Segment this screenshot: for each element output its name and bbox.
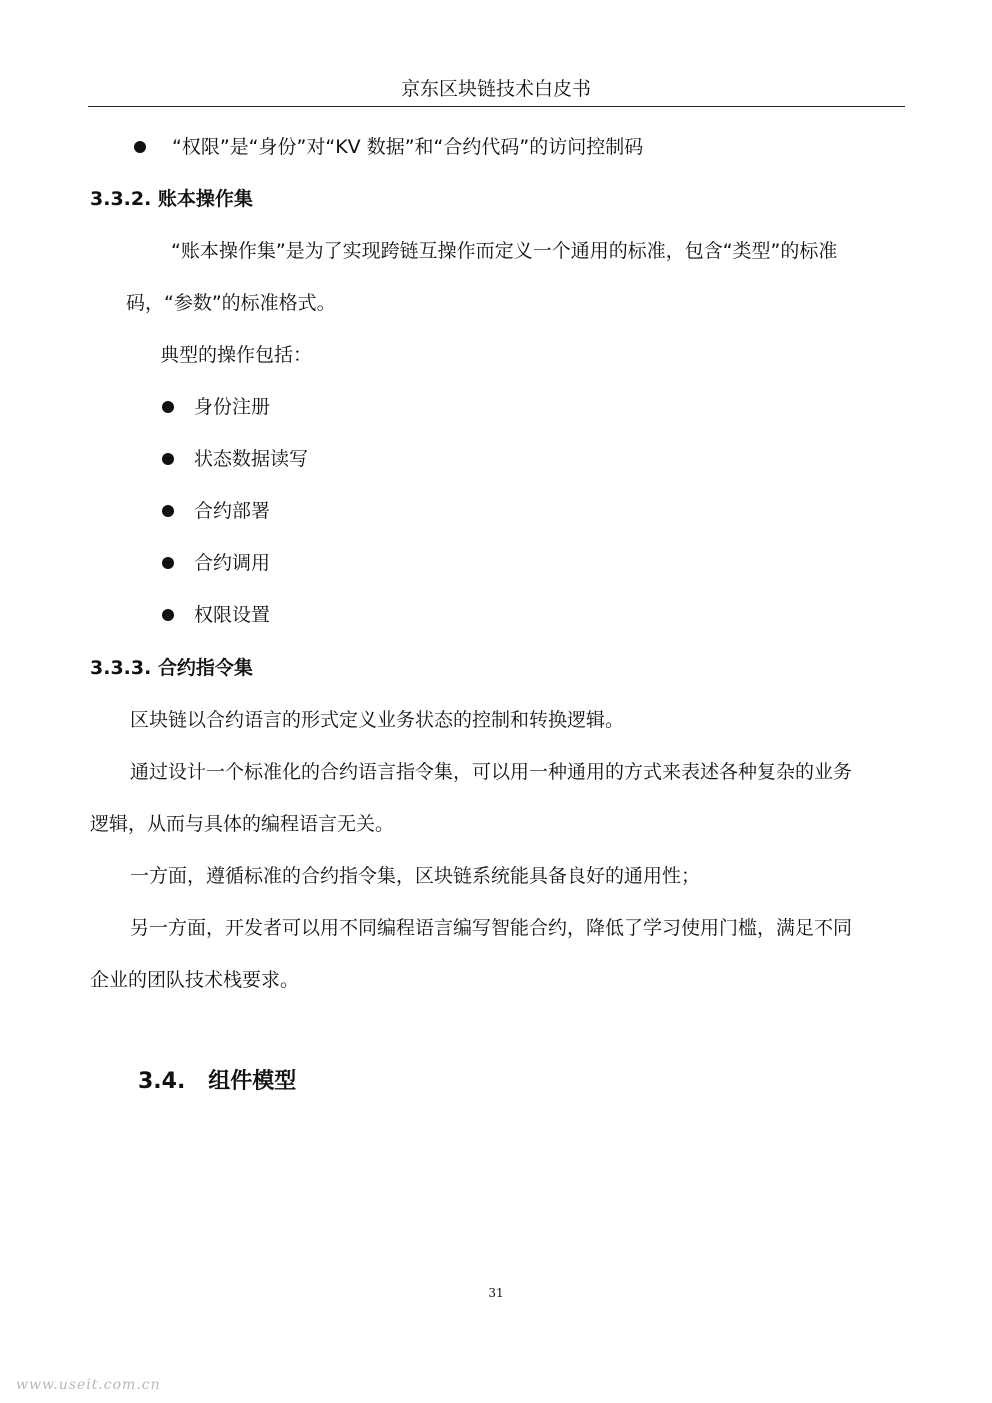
- list-item: 身份注册: [194, 396, 271, 418]
- list-item: 合约调用: [194, 552, 271, 574]
- bullet-dot-icon: [134, 141, 146, 153]
- bullet-dot-icon: [162, 453, 174, 465]
- bullet-dot-icon: [162, 557, 174, 569]
- bullet-dot-icon: [162, 401, 174, 413]
- list-item: 权限设置: [194, 604, 271, 626]
- paragraph-contract-p4-line2: 企业的团队技术栈要求。: [90, 969, 300, 991]
- paragraph-contract-p2-line2: 逻辑，从而与具体的编程语言无关。: [90, 813, 395, 835]
- heading-3-4: 3.4. 组件模型: [138, 1069, 297, 1094]
- bullet-dot-icon: [162, 505, 174, 517]
- heading-3-3-3: 3.3.3. 合约指令集: [90, 657, 253, 679]
- page-header-title: 京东区块链技术白皮书: [400, 78, 591, 100]
- bullet-text-permission: “权限”是“身份”对“KV 数据”和“合约代码”的访问控制码: [172, 136, 644, 158]
- page-number: 31: [488, 1286, 504, 1300]
- list-item: 状态数据读写: [194, 448, 309, 470]
- list-item: 合约部署: [194, 500, 271, 522]
- paragraph-contract-p2-line1: 通过设计一个标准化的合约语言指令集，可以用一种通用的方式来表述各种复杂的业务: [130, 761, 853, 783]
- list-intro: 典型的操作包括：: [160, 344, 313, 366]
- bullet-dot-icon: [162, 609, 174, 621]
- paragraph-ledger-ops-line2: 码，“参数”的标准格式。: [126, 292, 336, 314]
- header-divider: [88, 106, 905, 107]
- paragraph-ledger-ops-line1: “账本操作集”是为了实现跨链互操作而定义一个通用的标准，包含“类型”的标准: [171, 240, 838, 262]
- paragraph-contract-p4-line1: 另一方面，开发者可以用不同编程语言编写智能合约，降低了学习使用门槛，满足不同: [130, 917, 853, 939]
- paragraph-contract-p3: 一方面，遵循标准的合约指令集，区块链系统能具备良好的通用性；: [130, 865, 701, 887]
- watermark: www.useit.com.cn: [16, 1377, 161, 1393]
- heading-3-3-2: 3.3.2. 账本操作集: [90, 188, 253, 210]
- paragraph-contract-p1: 区块链以合约语言的形式定义业务状态的控制和转换逻辑。: [130, 709, 625, 731]
